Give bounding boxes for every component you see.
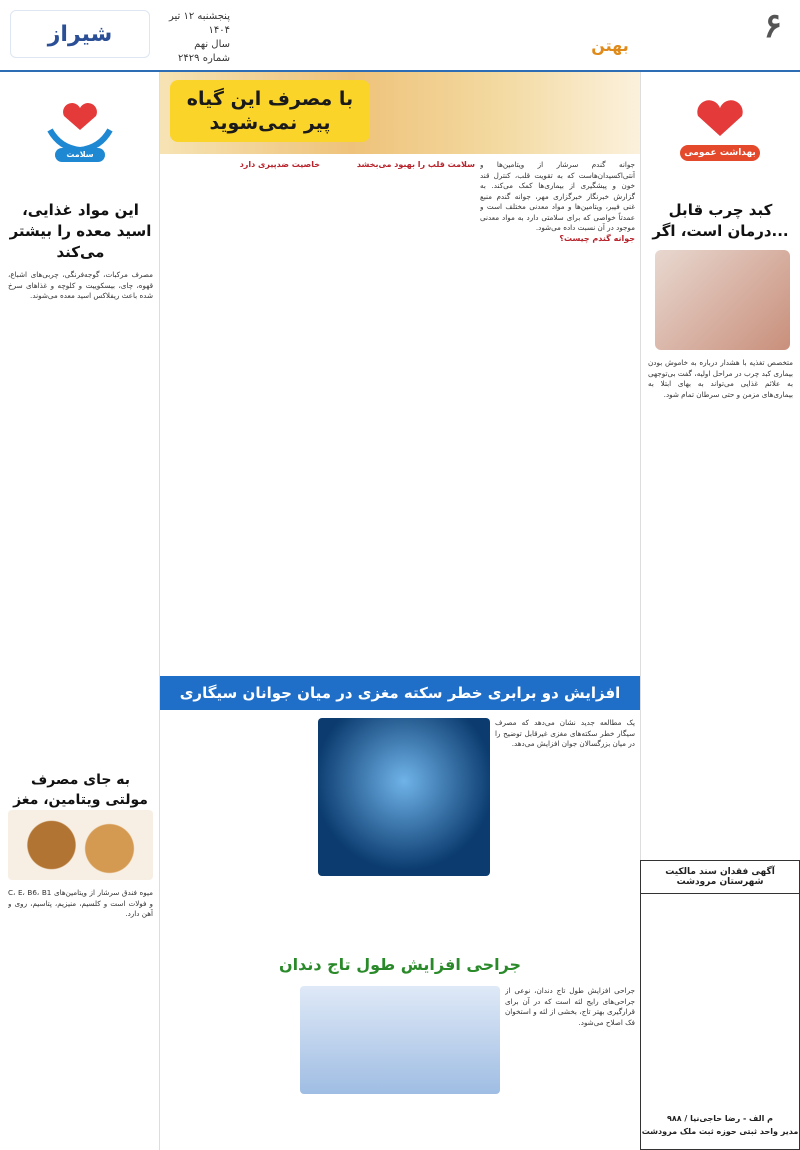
brain-scan-image xyxy=(318,718,490,876)
section-title: بهتن xyxy=(591,36,629,55)
left-article2-title: به جای مصرف مولتی ویتامین، مغز xyxy=(13,772,148,808)
left-article-title: این مواد غذایی، اسید معده را بیشتر می‌کند xyxy=(9,201,152,261)
subheading-what: جوانه گندم چیست؟ xyxy=(559,233,635,243)
right-article-title: کبد چرب قابل درمان است، اگر... xyxy=(652,201,789,240)
health-badge: بهداشت عمومی xyxy=(680,145,760,161)
left-article2-body: میوه فندق سرشار از ویتامین‌های C، E، B6، B1 و فولات است و کلسیم، منیزیم، پتاسیم، روی و آهن دارد. xyxy=(8,888,153,918)
main-article-col3 xyxy=(170,160,320,665)
main-article-intro: جوانه گندم سرشار از ویتامین‌ها و آنتی‌اکسیدان‌هاست که به تقویت قلب، کنترل قند خون و پیشگیری از بیماری‌ها کمک می‌کند. به گزارش خبرنگار خبرگزاری مهر، جوانه گندم منبع غنی فیبر، ویتامین‌ها و مواد معدنی مختلف است و عمدتاً خواصی که برای سلامتی دارد به مواد معدنی موجود در آن نسبت داده می‌شود. xyxy=(480,160,635,232)
left-article-body: مصرف مرکبات، گوجه‌فرنگی، چربی‌های اشباع، قهوه، چای، بیسکوییت و کلوچه و غذاهای سرخ شده باعث ریفلاکس اسید معده می‌شوند. xyxy=(8,270,153,300)
notice-code: ۹۸۸ / م الف - رضا حاجی‌نیا xyxy=(667,1114,773,1123)
brain-article-body: یک مطالعه جدید نشان می‌دهد که مصرف سیگار خطر سکته‌های مغزی غیرقابل توضیح را در میان بزرگسالان جوان افزایش می‌دهد. xyxy=(495,718,635,748)
teeth-article-body-2 xyxy=(170,986,295,1146)
main-article-col1 xyxy=(480,160,635,665)
main-title-line2: پیر نمی‌شوید xyxy=(209,112,331,134)
tooth-image xyxy=(300,986,500,1094)
issue-meta xyxy=(160,10,230,66)
issue-date: پنجشنبه ۱۲ تیر ۱۴۰۴ xyxy=(168,11,230,36)
main-title-line1: با مصرف این گیاه xyxy=(186,88,354,110)
issue-number: شماره ۲۴۲۹ xyxy=(178,53,230,64)
right-article-body: متخصص تغذیه با هشدار درباره به خاموش بودن بیماری کبد چرب در مراحل اولیه، گفت بی‌توجهی به علائم غذایی می‌تواند به بهای ابتلا به بیماری‌های مزمن و حتی سرطان تمام شود. xyxy=(648,358,793,399)
teeth-article-title: جراحی افزایش طول تاج دندان xyxy=(278,954,522,974)
legal-notice xyxy=(640,860,800,1150)
subheading-heart: سلامت قلب را بهبود می‌بخشد xyxy=(356,160,475,169)
brain-article-title: افزایش دو برابری خطر سکته مغزی در میان جوانان سیگاری xyxy=(160,676,640,710)
notice-footer: مدیر واحد ثبتی حوزه ثبت ملک مرودشت xyxy=(641,1127,799,1136)
newspaper-logo: شیراز xyxy=(10,10,150,58)
page-number: ۶ xyxy=(763,6,782,46)
notice-title: آگهی فقدان سند مالکیت شهرستان مرودشت xyxy=(641,861,799,894)
brain-article-body-2 xyxy=(170,718,312,938)
main-article-title xyxy=(170,80,370,142)
salamat-badge: سلامت xyxy=(55,148,105,162)
teeth-article-body: جراحی افزایش طول تاج دندان، نوعی از جراحی‌های رایج لثه است که در آن برای قرارگیری بهتر تاج، بخشی از لثه و استخوان فک اصلاح می‌شود. xyxy=(505,986,635,1027)
main-article-col2 xyxy=(325,160,475,665)
hazelnut-image xyxy=(8,810,153,880)
heart-icon xyxy=(690,100,750,140)
issue-year: سال نهم xyxy=(194,39,230,50)
subheading-antiaging: خاصیت ضدپیری دارد xyxy=(239,160,320,169)
notice-body xyxy=(641,894,799,1114)
liver-image xyxy=(655,250,790,350)
